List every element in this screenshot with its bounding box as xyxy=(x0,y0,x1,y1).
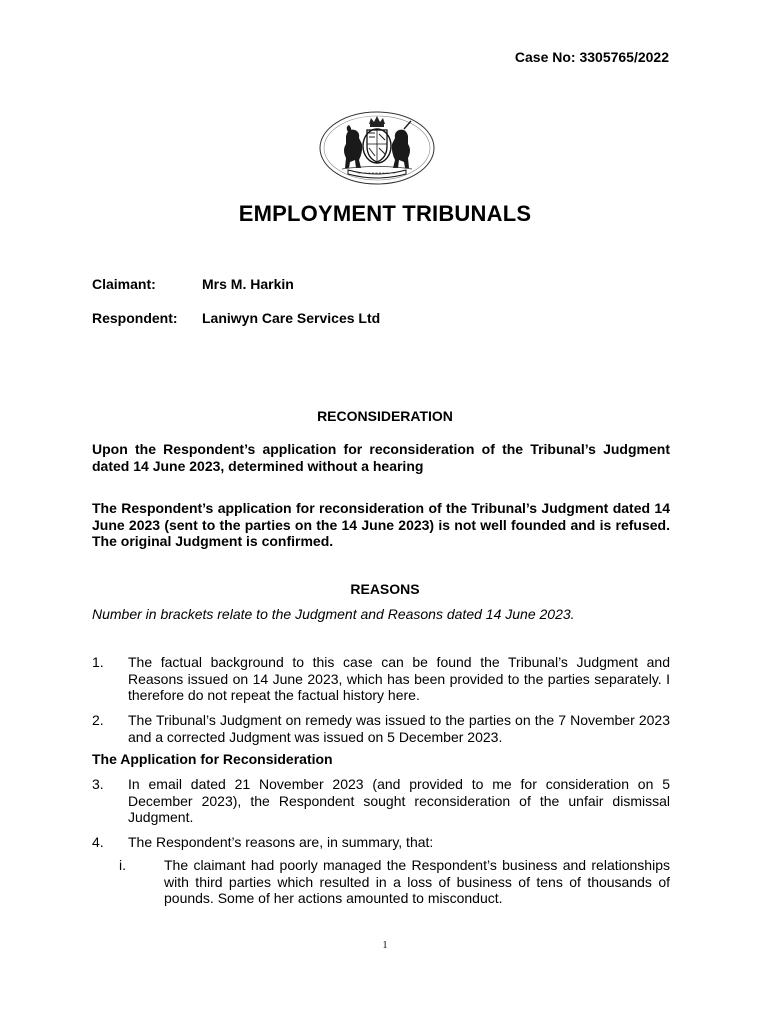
sub-item-number: i. xyxy=(119,857,126,873)
document-title: EMPLOYMENT TRIBUNALS xyxy=(238,201,532,226)
list-item-text: The factual background to this case can be found the Tribunal’s Judgment and Reasons issued on 14 June 2023, which has been provided to the parties separately. I therefore do not repeat the factual history here. xyxy=(128,654,670,703)
list-item-number: 2. xyxy=(92,712,104,728)
page-number: 1 xyxy=(382,940,388,951)
case-number: Case No: 3305765/2022 xyxy=(514,49,669,65)
respondent-value: Laniwyn Care Services Ltd xyxy=(202,310,381,326)
list-item-number: 3. xyxy=(92,776,104,792)
list-item-text: The Respondent’s reasons are, in summary, that: xyxy=(128,834,434,850)
claimant-value: Mrs M. Harkin xyxy=(202,276,294,292)
list-item-number: 4. xyxy=(92,834,104,850)
claimant-label: Claimant: xyxy=(92,276,156,292)
reconsideration-heading: RECONSIDERATION xyxy=(317,408,453,424)
list-item-text: In email dated 21 November 2023 (and provided to me for consideration on 5 December 2023), the Respondent sought reconsideration of the unfair dismissal Judgment. xyxy=(128,776,670,825)
list-item-number: 1. xyxy=(92,654,104,670)
respondent-label: Respondent: xyxy=(92,310,178,326)
reasons-note: Number in brackets relate to the Judgment and Reasons dated 14 June 2023. xyxy=(92,606,575,622)
royal-coat-of-arms-icon xyxy=(318,110,436,186)
reasons-heading: REASONS xyxy=(350,581,420,597)
list-item-text: The Tribunal’s Judgment on remedy was issued to the parties on the 7 November 2023 and a corrected Judgment was issued on 5 December 2023. xyxy=(128,712,670,745)
sub-item-text: The claimant had poorly managed the Respondent’s business and relationships with third parties which resulted in a loss of business of tens of thousands of pounds. Some of her actions amounted to misconduct. xyxy=(164,857,670,906)
reconsideration-intro: Upon the Respondent’s application for reconsideration of the Tribunal’s Judgment dated 14 June 2023, determined without a hearing xyxy=(92,441,670,474)
reconsideration-decision: The Respondent’s application for reconsideration of the Tribunal’s Judgment dated 14 June 2023 (sent to the parties on the 14 June 2023) is not well founded and is refused. The original Judgment is confirmed. xyxy=(92,500,670,549)
section-heading: The Application for Reconsideration xyxy=(92,751,333,767)
